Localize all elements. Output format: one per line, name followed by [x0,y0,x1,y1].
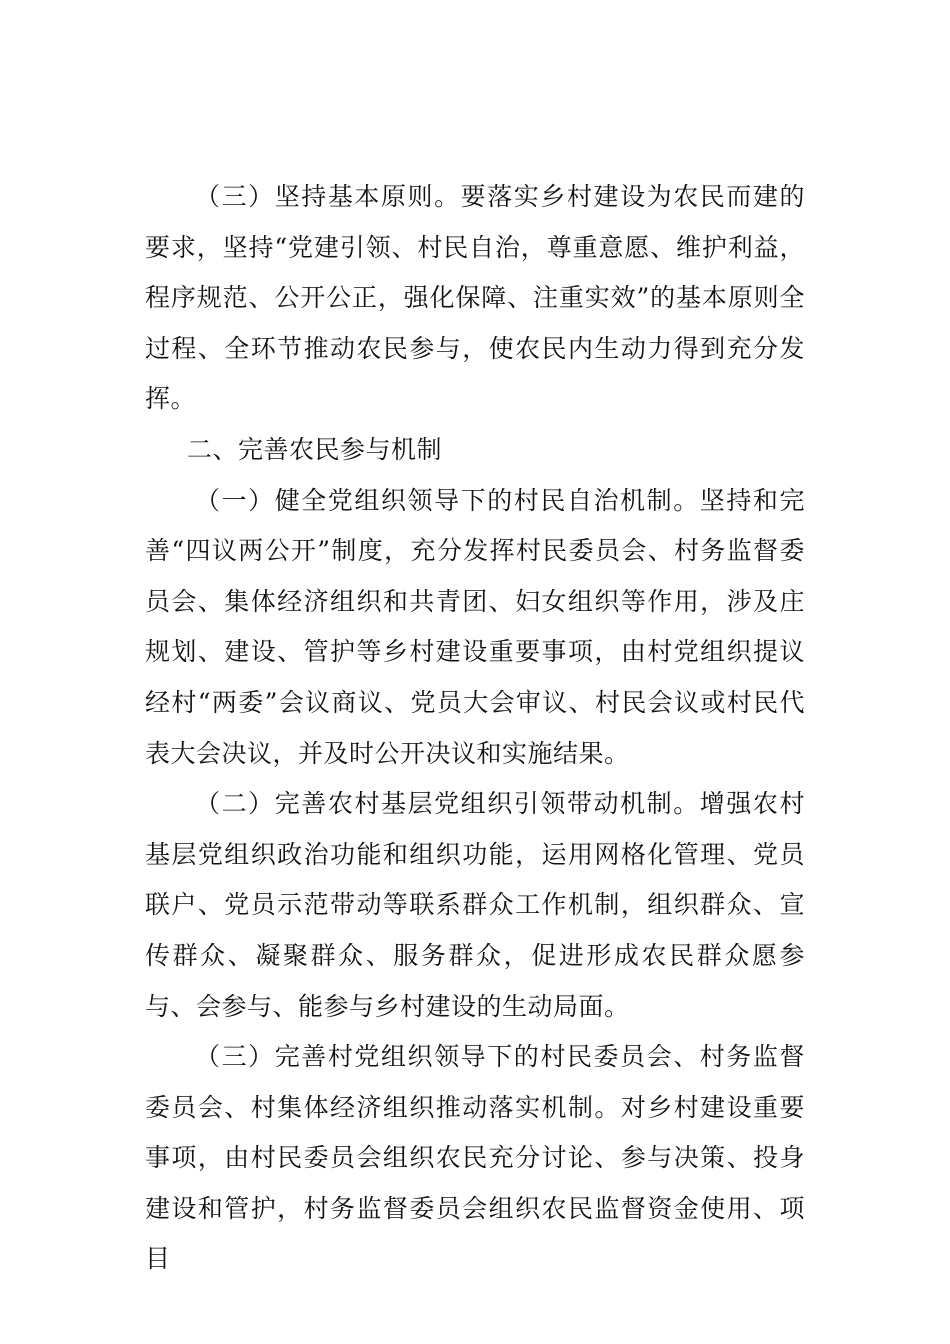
paragraph-party-leadership: （二）完善农村基层党组织引领带动机制。增强农村基层党组织政治功能和组织功能，运用网格化管理、党员联户、党员示范带动等联系群众工作机制，组织群众、宣传群众、凝聚群众、服务群众，促进形成农民群众愿参与、会参与、能参与乡村建设的生动局面。 [145,789,805,1021]
section-heading: 二、完善农民参与机制 [187,434,443,464]
document-body [145,172,805,1285]
paragraph-implementation: （三）完善村党组织领导下的村民委员会、村务监督委员会、村集体经济组织推动落实机制。对乡村建设重要事项，由村民委员会组织农民充分讨论、参与决策、投身建设和管护，村务监督委员会组织农民监督资金使用、项目 [145,1042,805,1274]
paragraph-principles: （三）坚持基本原则。要落实乡村建设为农民而建的要求，坚持“党建引领、村民自治，尊重意愿、维护利益，程序规范、公开公正，强化保障、注重实效”的基本原则全过程、全环节推动农民参与，使农民内生动力得到充分发挥。 [145,182,805,414]
paragraph-self-governance: （一）健全党组织领导下的村民自治机制。坚持和完善“四议两公开”制度，充分发挥村民委员会、村务监督委员会、集体经济组织和共青团、妇女组织等作用，涉及庄规划、建设、管护等乡村建设重要事项，由村党组织提议经村“两委”会议商议、党员大会审议、村民会议或村民代表大会决议，并及时公开决议和实施结果。 [145,485,805,768]
